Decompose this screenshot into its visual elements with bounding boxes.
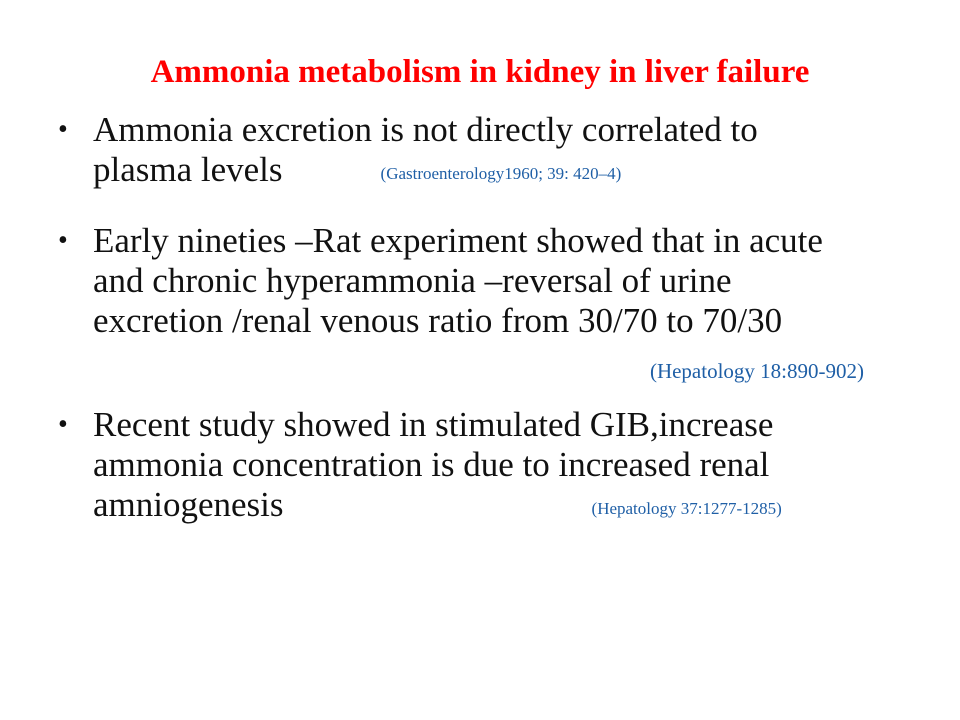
bullet-item-ammonia-excretion xyxy=(58,110,878,196)
bullet-text-line-with-citation xyxy=(93,485,878,531)
bullet-item-recent-study xyxy=(58,405,878,531)
bullet-item-rat-experiment xyxy=(58,221,878,385)
bullet-text-line: ammonia concentration is due to increased renal xyxy=(93,445,770,484)
bullet-list xyxy=(58,110,878,531)
bullet-icon: • xyxy=(58,409,68,440)
bullet-text-line: Early nineties –Rat experiment showed that in acute xyxy=(93,221,823,260)
citation-hepatology-37: (Hepatology 37:1277-1285) xyxy=(591,499,782,518)
bullet-text-line: Recent study showed in stimulated GIB,increase xyxy=(93,405,774,444)
bullet-text-line: Ammonia excretion is not directly correlated to xyxy=(93,110,758,149)
slide-title: Ammonia metabolism in kidney in liver failure xyxy=(150,54,810,90)
bullet-icon: • xyxy=(58,225,68,256)
citation-gastroenterology: (Gastroenterology1960; 39: 420–4) xyxy=(380,164,622,183)
bullet-text-line: excretion /renal venous ratio from 30/70 to 70/30 xyxy=(93,301,783,340)
bullet-text-line: and chronic hyperammonia –reversal of urine xyxy=(93,261,732,300)
bullet-text: plasma levels xyxy=(93,150,283,189)
bullet-icon: • xyxy=(58,114,68,145)
citation-hepatology-18: (Hepatology 18:890-902) xyxy=(649,359,864,383)
bullet-text-line-with-citation xyxy=(93,150,878,196)
bullet-text: amniogenesis xyxy=(93,485,284,524)
